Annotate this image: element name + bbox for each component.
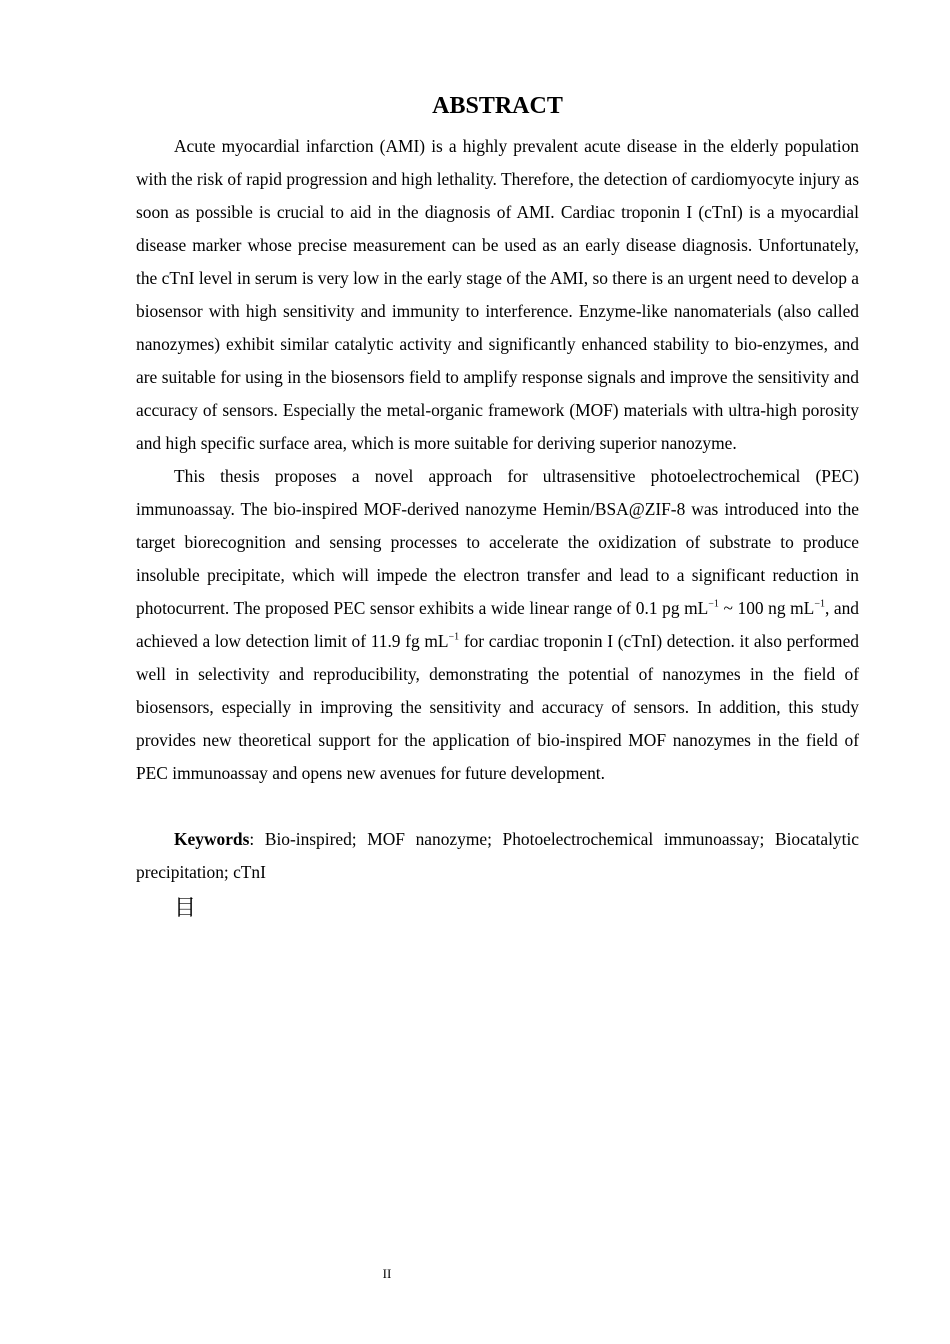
superscript-exponent: −1 xyxy=(448,631,460,643)
abstract-paragraph-2 xyxy=(136,460,859,790)
paragraph-2-text-part-4: for cardiac troponin I (cTnI) detection. it also performed well in selectivity and reproducibility, demonstrating the potential of nanozymes in the field of biosensors, especially in improving the sensitivity and accuracy of sensors. In addition, this study provides new theoretical support for the application of bio-inspired MOF nanozymes in the field of PEC immunoassay and opens new avenues for future development. xyxy=(136,631,859,783)
page-number: II xyxy=(382,1266,392,1281)
superscript-exponent: −1 xyxy=(814,598,825,610)
superscript-exponent: −1 xyxy=(708,598,719,610)
abstract-paragraph-1: Acute myocardial infarction (AMI) is a highly prevalent acute disease in the elderly population with the risk of rapid progression and high lethality. Therefore, the detection of cardiomyocyte injury as soon as possible is crucial to aid in the diagnosis of AMI. Cardiac troponin I (cTnI) is a myocardial disease marker whose precise measurement can be used as an early disease diagnosis. Unfortunately, the cTnI level in serum is very low in the early stage of the AMI, so there is an urgent need to develop a biosensor with high sensitivity and immunity to interference. Enzyme-like nanomaterials (also called nanozymes) exhibit similar catalytic activity and significantly enhanced stability to bio-enzymes, and are suitable for using in the biosensors field to amplify response signals and improve the sensitivity and accuracy of sensors. Especially the metal-organic framework (MOF) materials with ultra-high porosity and high specific surface area, which is more suitable for deriving superior nanozyme. xyxy=(136,136,859,453)
keywords-list: : Bio-inspired; MOF nanozyme; Photoelectrochemical immunoassay; Biocatalytic precipitation; cTnI xyxy=(136,829,859,882)
paragraph-2-text-part-3: , and achieved a low detection limit of 11.9 fg mL xyxy=(136,598,860,651)
keywords-label: Keywords xyxy=(174,829,250,849)
abstract-section xyxy=(136,88,859,927)
paragraph-2-text-part-2: ~ 100 ng mL xyxy=(718,598,815,618)
paragraph-2-text-part-1: This thesis proposes a novel approach for ultrasensitive photoelectrochemical (PEC) immunoassay. The bio-inspired MOF-derived nanozyme Hemin/BSA@ZIF-8 was introduced into the target biorecognition and sensing processes to accelerate the oxidization of substrate to produce insoluble precipitate, which will impede the electron transfer and lead to a significant reduction in photocurrent. The proposed PEC sensor exhibits a wide linear range of 0.1 pg mL xyxy=(136,466,859,618)
keywords-line xyxy=(136,823,859,889)
abstract-title: ABSTRACT xyxy=(432,93,563,119)
toc-heading-fragment: 目 xyxy=(174,896,197,921)
